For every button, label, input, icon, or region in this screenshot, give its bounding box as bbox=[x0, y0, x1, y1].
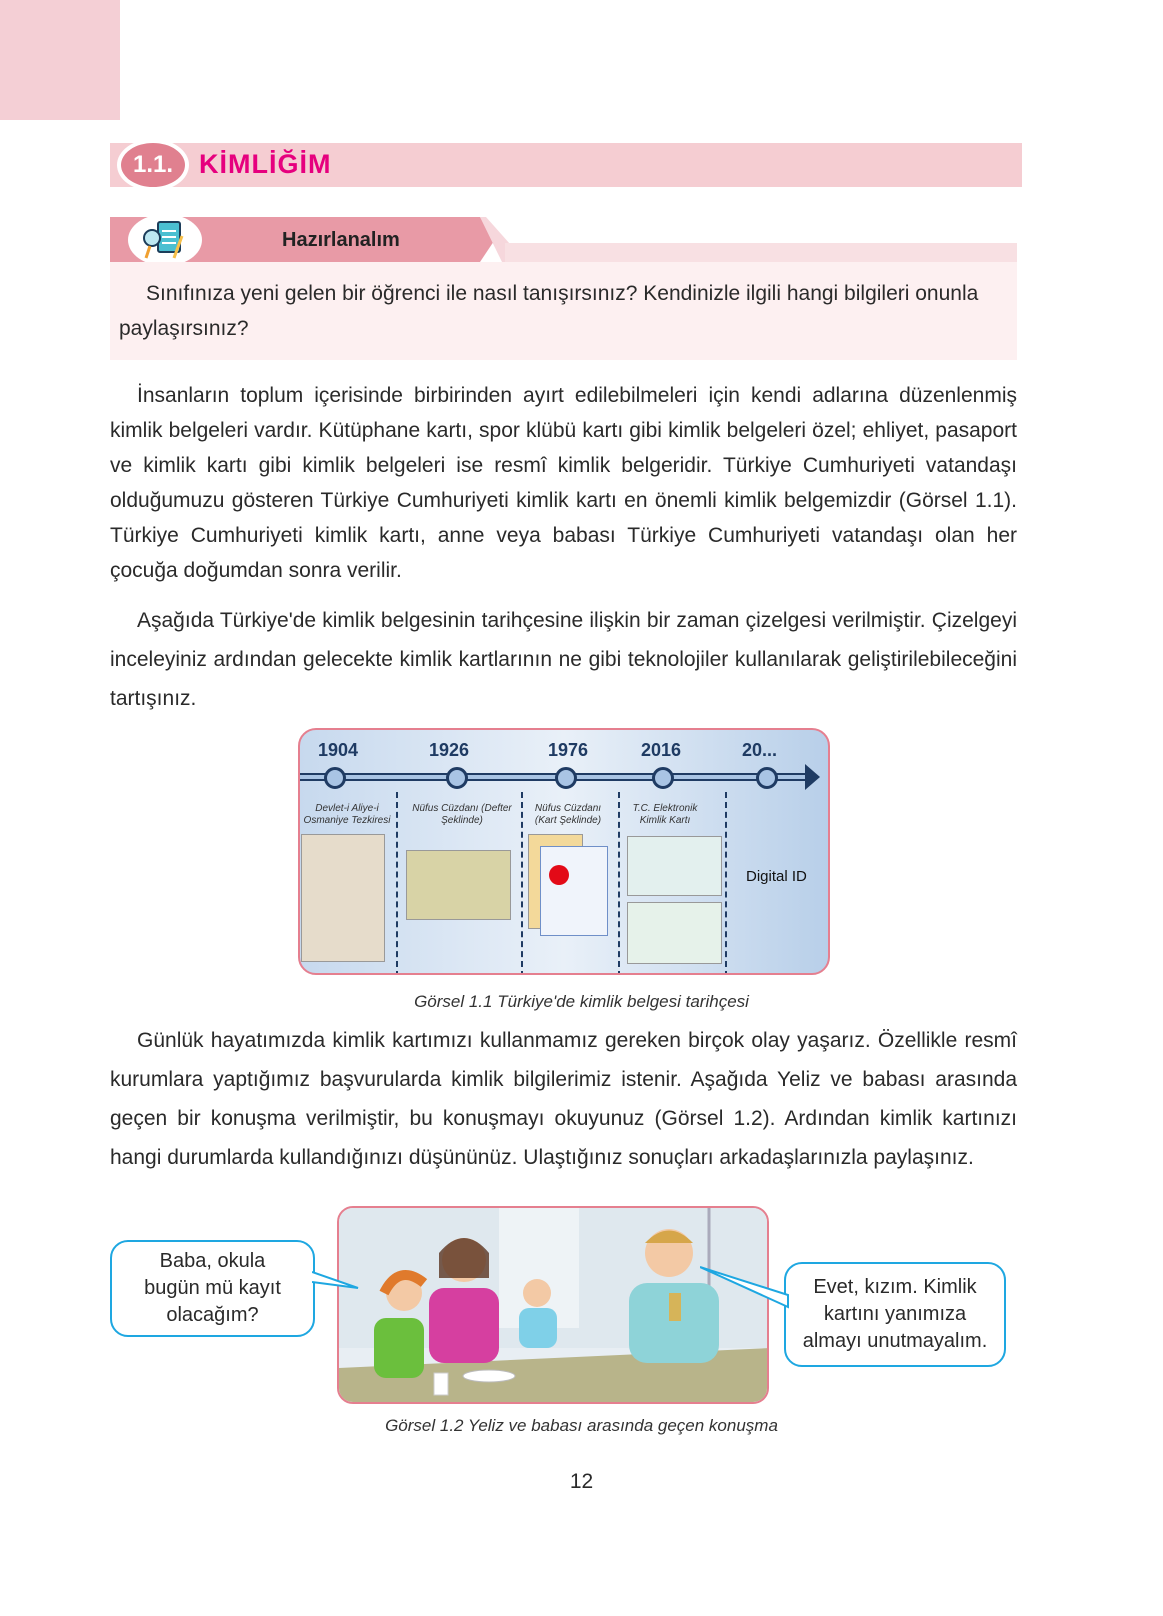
card-id-image bbox=[540, 846, 608, 936]
notebook-magnifier-icon bbox=[128, 214, 202, 266]
paragraph-3: Günlük hayatımızda kimlik kartımızı kullanmamız gereken birçok olay yaşarız. Özellikle resmî kurumlara yaptığımız başvurularda kimlik bilgilerimiz istenir. Aşağıda Yeliz ve babası arasında geçen bir konuşma verilmiştir, bu konuşmayı okuyunuz (Görsel 1.2). Ardından kimlik kartınızı hangi durumlarda kullandığınızı düşününüz. Ulaştığınız sonuçları arkadaşlarınızla paylaşınız. bbox=[110, 1029, 1017, 1169]
bubble-tail bbox=[312, 1270, 362, 1290]
prepare-label: Hazırlanalım bbox=[282, 229, 400, 251]
section-title: KİMLİĞİM bbox=[199, 149, 332, 179]
bubble-tail bbox=[700, 1265, 790, 1310]
doc-label-2016: T.C. Elektronik Kimlik Kartı bbox=[632, 803, 698, 826]
father-speech-bubble bbox=[784, 1262, 1006, 1367]
year-1926: 1926 bbox=[429, 740, 470, 760]
paragraph-2: Aşağıda Türkiye'de kimlik belgesinin tarihçesine ilişkin bir zaman çizelgesi verilmiştir. Çizelgeyi inceleyiniz ardından gelecekte kimlik kartlarının ne gibi teknolojiler kullanılarak geliştirilebileceğini tartışınız. bbox=[110, 609, 1017, 710]
doc-label-1976: Nüfus Cüzdanı (Kart Şeklinde) bbox=[534, 803, 602, 826]
timeline-node bbox=[555, 767, 577, 789]
doc-label-1926: Nüfus Cüzdanı (Defter Şeklinde) bbox=[412, 803, 512, 826]
prepare-question: Sınıfınıza yeni gelen bir öğrenci ile nasıl tanışırsınız? Kendinizle ilgili hangi bilgileri onunla paylaşırsınız? bbox=[110, 262, 1017, 360]
electronic-id-front-image bbox=[627, 836, 722, 896]
figure-2-caption: Görsel 1.2 Yeliz ve babası arasında geçen konuşma bbox=[385, 1416, 778, 1435]
timeline-node bbox=[324, 767, 346, 789]
corner-decoration bbox=[0, 0, 120, 120]
arrow-head-icon bbox=[805, 764, 820, 790]
year-future: 20... bbox=[742, 740, 778, 760]
figure-1-caption: Görsel 1.1 Türkiye'de kimlik belgesi tarihçesi bbox=[414, 992, 749, 1011]
booklet-id-image bbox=[406, 850, 511, 920]
page-number: 12 bbox=[569, 1470, 594, 1493]
year-1976: 1976 bbox=[548, 740, 589, 760]
paragraph-1: İnsanların toplum içerisinde birbirinden ayırt edilebilmeleri için kendi adlarına düzenlenmiş kimlik belgeleri vardır. Kütüphane kartı, spor klübü kartı gibi kimlik belgeleri özel; ehliyet, pasaport ve kimlik kartı gibi kimlik belgeleri ise resmî kimlik belgeridir. Türkiye Cumhuriyeti vatandaşı olduğumuzu gösteren Türkiye Cumhuriyeti kimlik kartı en önemli kimlik belgemizdir (Görsel 1.1). Türkiye Cumhuriyeti kimlik kartı, anne veya babası Türkiye Cumhuriyeti vatandaşı olan her çocuğa doğumdan sonra verilir. bbox=[110, 384, 1017, 582]
timeline-node bbox=[756, 767, 778, 789]
section-number: 1.1. bbox=[117, 139, 189, 191]
girl-speech-bubble bbox=[110, 1240, 315, 1337]
electronic-id-back-image bbox=[627, 902, 722, 964]
timeline-figure bbox=[298, 728, 830, 975]
timeline-node bbox=[652, 767, 674, 789]
divider bbox=[725, 792, 727, 975]
divider bbox=[396, 792, 398, 975]
banner-line bbox=[505, 243, 1017, 262]
doc-label-1904: Devlet-i Aliye-i Osmaniye Tezkiresi bbox=[303, 803, 391, 826]
divider bbox=[618, 792, 620, 975]
divider bbox=[521, 792, 523, 975]
timeline-node bbox=[446, 767, 468, 789]
girl-speech-text: Baba, okula bugün mü kayıt olacağım? bbox=[144, 1250, 281, 1326]
year-2016: 2016 bbox=[641, 740, 682, 760]
ottoman-document-image bbox=[301, 834, 385, 962]
doc-label-digital-id: Digital ID bbox=[746, 868, 807, 885]
father-speech-text: Evet, kızım. Kimlik kartını yanımıza almayı unutmayalım. bbox=[802, 1276, 988, 1352]
year-1904: 1904 bbox=[318, 740, 359, 760]
